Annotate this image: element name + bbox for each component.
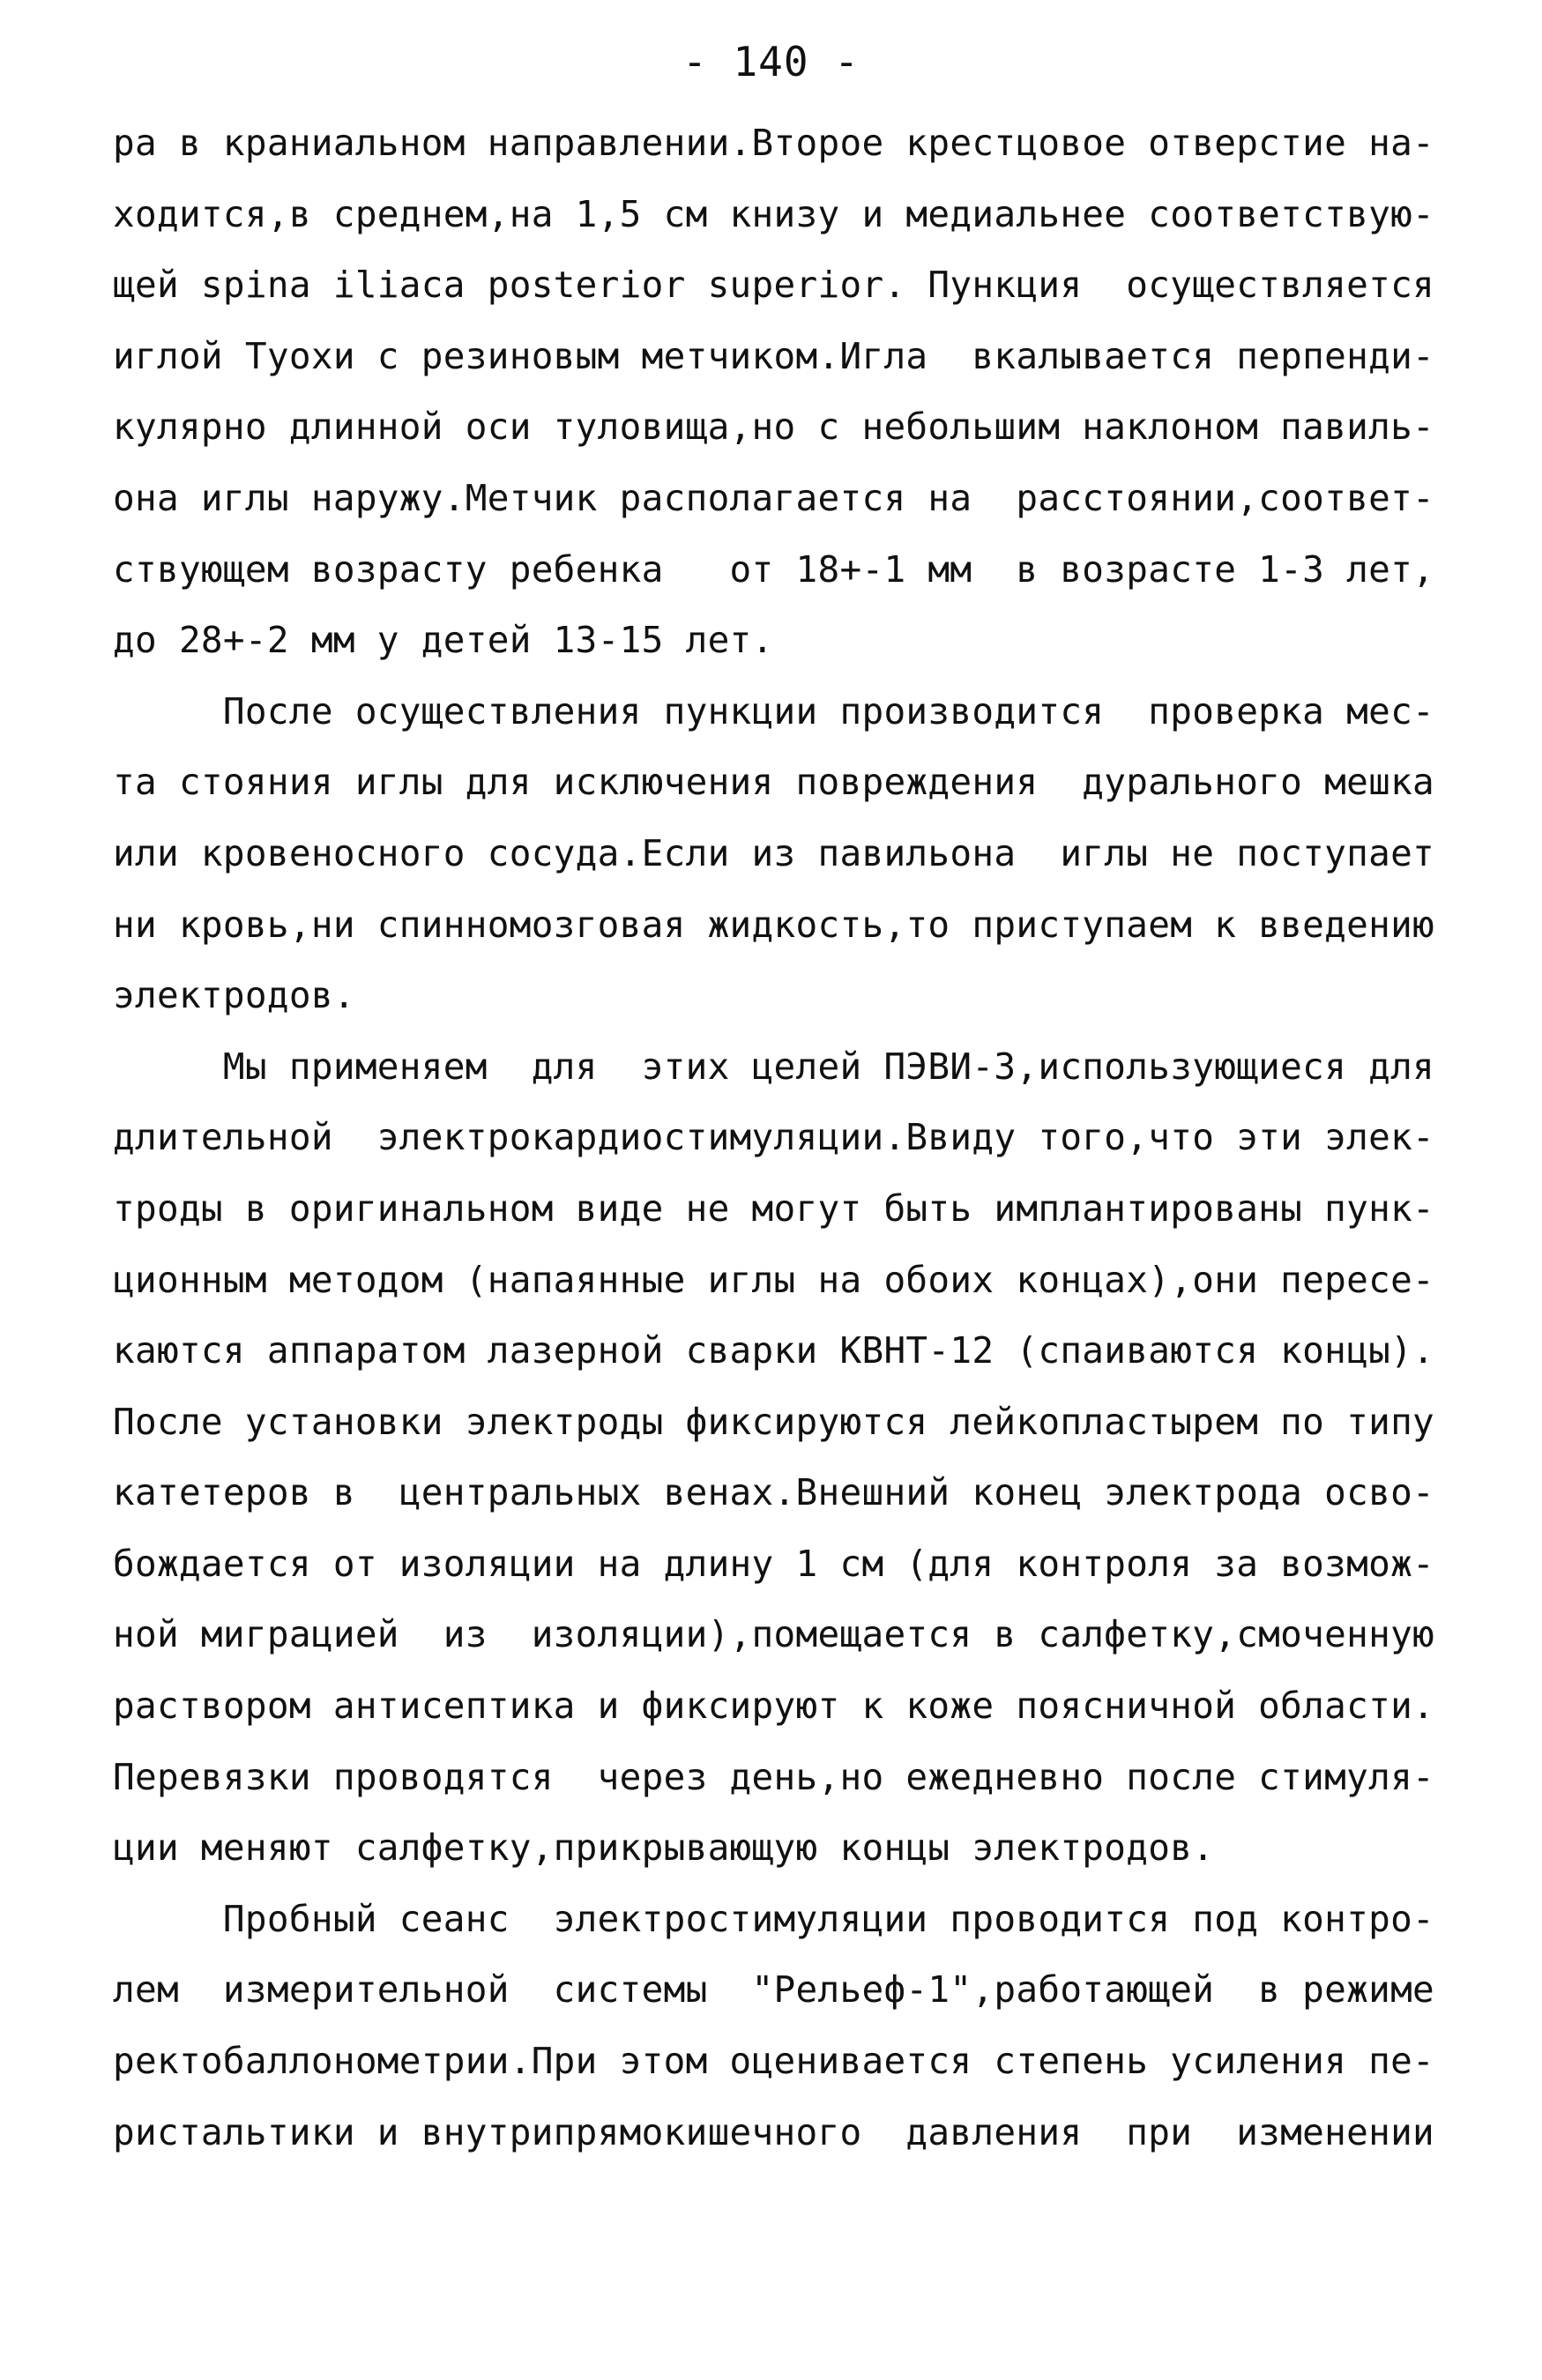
text-line: Пробный сеанс электростимуляции проводится под контро- — [113, 1897, 1435, 1940]
text-line: щей spina iliaca posterior superior. Пункция осуществляется — [113, 264, 1435, 307]
text-line: ствующем возрасту ребенка от 18+-1 мм в возрасте 1-3 лет, — [113, 547, 1435, 591]
text-line: троды в оригинальном виде не могут быть имплантированы пунк- — [113, 1186, 1435, 1230]
text-line: ционным методом (напаянные иглы на обоих концах),они пересе- — [113, 1258, 1435, 1301]
text-line: электродов. — [113, 974, 355, 1017]
text-line: ции меняют салфетку,прикрывающую концы электродов. — [113, 1826, 1215, 1870]
text-line: каются аппаратом лазерной сварки КВНТ-12 (спаиваются концы). — [113, 1329, 1435, 1372]
text-line: ходится,в среднем,на 1,5 см книзу и медиальнее соответствую- — [113, 192, 1435, 235]
text-line: раствором антисептика и фиксируют к коже поясничной области. — [113, 1685, 1435, 1728]
text-line: ристальтики и внутрипрямокишечного давления при изменении — [113, 2110, 1435, 2153]
text-line: иглой Туохи с резиновым метчиком.Игла вкалывается перпенди- — [113, 334, 1435, 377]
text-line: бождается от изоляции на длину 1 см (для контроля за возмож- — [113, 1542, 1435, 1585]
text-line: катетеров в центральных венах.Внешний конец электрода осво- — [113, 1471, 1435, 1514]
text-line: Перевязки проводятся через день,но ежедневно после стимуля- — [113, 1755, 1435, 1798]
text-line: ной миграцией из изоляции),помещается в салфетку,смоченную — [113, 1613, 1435, 1656]
page-number: - 140 - — [682, 38, 860, 86]
text-line: длительной электрокардиостимуляции.Ввиду того,что эти элек- — [113, 1116, 1435, 1159]
text-line: она иглы наружу.Метчик располагается на расстоянии,соответ- — [113, 476, 1435, 519]
text-line: или кровеносного сосуда.Если из павильона иглы не поступает — [113, 831, 1435, 874]
text-line: та стояния иглы для исключения повреждения дурального мешка — [113, 761, 1435, 804]
text-line: ра в краниальном направлении.Второе крестцовое отверстие на- — [113, 122, 1435, 164]
text-line: Мы применяем для этих целей ПЭВИ-3,использующиеся для — [113, 1045, 1435, 1088]
text-line: ректобаллонометрии.При этом оценивается степень усиления пе- — [113, 2040, 1435, 2083]
text-line: до 28+-2 мм у детей 13-15 лет. — [113, 619, 774, 662]
text-line: После установки электроды фиксируются лейкопластырем по типу — [113, 1400, 1435, 1443]
text-line: После осуществления пункции производится проверка мес- — [113, 689, 1435, 733]
text-line: ни кровь,ни спинномозговая жидкость,то приступаем к введению — [113, 903, 1435, 946]
text-line: кулярно длинной оси туловища,но с небольшим наклоном павиль- — [113, 405, 1435, 449]
text-line: лем измерительной системы "Рельеф-1",работающей в режиме — [113, 1968, 1435, 2012]
body-text — [113, 108, 1435, 2168]
